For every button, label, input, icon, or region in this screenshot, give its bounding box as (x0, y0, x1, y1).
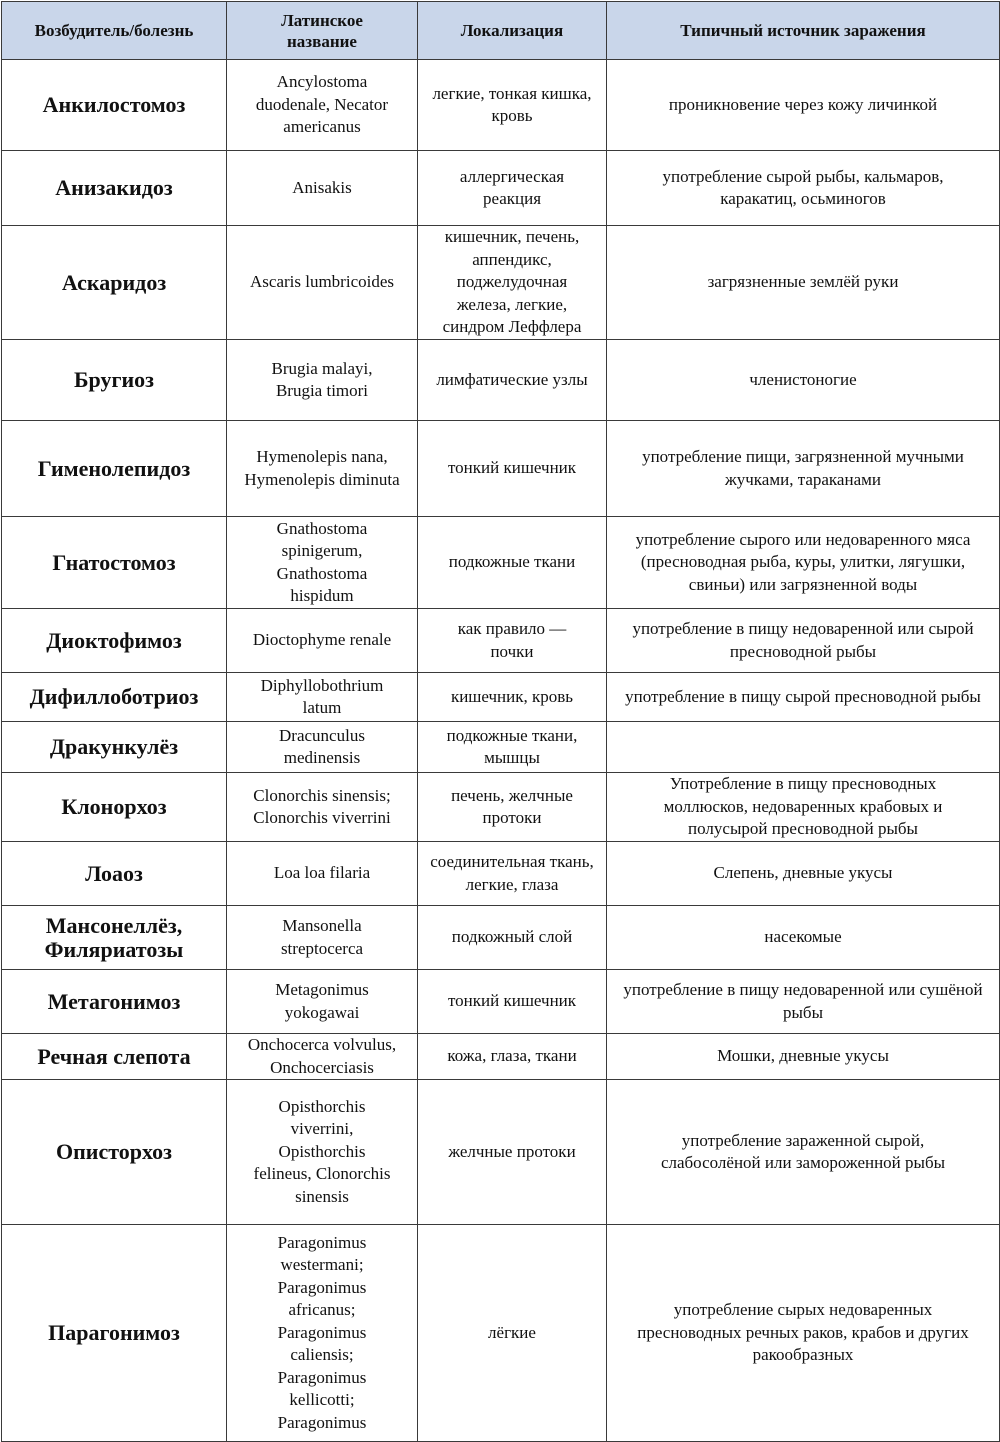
table-row (2, 773, 1000, 842)
header-row (2, 2, 1000, 60)
source-text: употребление сырых недоваренных пресноводных речных раков, крабов и других ракообразных (637, 1300, 969, 1365)
latin-name: Opisthorchis viverrini, Opisthorchis felineus, Clonorchis sinensis (253, 1096, 391, 1206)
header-localization: Локализация (418, 2, 607, 60)
location-text: соединительная ткань, легкие, глаза (430, 852, 594, 894)
disease-name: Метагонимоз (47, 988, 181, 1014)
source-cell (607, 1080, 1000, 1225)
location-cell (418, 226, 607, 340)
latin-name: Hymenolepis nana, Hymenolepis diminuta (244, 447, 400, 489)
source-text: Мошки, дневные укусы (717, 1046, 889, 1066)
location-cell (418, 722, 607, 773)
location-text: аллергическая реакция (459, 166, 565, 208)
table-row (2, 906, 1000, 970)
latin-cell (227, 609, 418, 673)
disease-cell (2, 773, 227, 842)
source-cell (607, 609, 1000, 673)
location-cell (418, 773, 607, 842)
source-cell (607, 226, 1000, 340)
source-cell (607, 673, 1000, 722)
source-text: употребление зараженной сырой, слабосолёной или замороженной рыбы (660, 1130, 946, 1172)
disease-cell (2, 722, 227, 773)
latin-name: Loa loa filaria (273, 863, 371, 883)
location-text: как правило — почки (457, 619, 567, 661)
table-row (2, 517, 1000, 609)
table-row (2, 609, 1000, 673)
source-cell (607, 906, 1000, 970)
location-cell (418, 1080, 607, 1225)
latin-cell (227, 773, 418, 842)
location-text: подкожные ткани (448, 552, 576, 572)
source-text: употребление в пищу недоваренной или сырой пресноводной рыбы (632, 619, 974, 661)
disease-cell (2, 517, 227, 609)
latin-cell (227, 151, 418, 226)
table-row (2, 60, 1000, 151)
table-row (2, 673, 1000, 722)
latin-cell (227, 722, 418, 773)
table-row (2, 151, 1000, 226)
location-text: тонкий кишечник (447, 991, 577, 1011)
disease-name: Дифиллоботриоз (29, 684, 199, 709)
latin-name: Ancylostoma duodenale, Necator americanus (255, 72, 389, 137)
disease-cell (2, 842, 227, 906)
source-text: употребление сырого или недоваренного мяса (пресноводная рыба, куры, улитки, лягушки, свиньи) или загрязненной воды (635, 529, 971, 594)
source-cell (607, 151, 1000, 226)
disease-name: Анкилостомоз (42, 92, 186, 117)
latin-cell (227, 517, 418, 609)
disease-cell (2, 1225, 227, 1442)
disease-name: Аскаридоз (61, 269, 167, 295)
table-row (2, 1080, 1000, 1225)
latin-cell (227, 60, 418, 151)
disease-name: Анизакидоз (55, 175, 173, 200)
disease-cell (2, 906, 227, 970)
latin-cell (227, 1034, 418, 1080)
source-text: употребление пищи, загрязненной мучными жучками, тараканами (642, 447, 964, 489)
source-text: проникновение через кожу личинкой (668, 94, 938, 114)
latin-cell (227, 673, 418, 722)
source-text: употребление сырой рыбы, кальмаров, каракатиц, осьминогов (662, 166, 944, 208)
location-cell (418, 340, 607, 421)
disease-name: Диоктофимоз (46, 627, 182, 653)
disease-cell (2, 673, 227, 722)
table-row (2, 421, 1000, 517)
location-text: подкожный слой (451, 927, 573, 947)
disease-name: Мансонеллёз, Филяриатозы (44, 912, 184, 962)
latin-name: Diphyllobothrium latum (260, 675, 384, 717)
source-cell (607, 421, 1000, 517)
table-row (2, 226, 1000, 340)
source-text: насекомые (764, 927, 842, 947)
source-text: загрязненные землёй руки (707, 272, 899, 292)
latin-name: Brugia malayi, Brugia timori (271, 358, 373, 400)
source-text: употребление в пищу недоваренной или сушёной рыбы (623, 980, 983, 1022)
source-text: членистоногие (749, 369, 857, 389)
location-cell (418, 151, 607, 226)
table-row (2, 1034, 1000, 1080)
header-latin-name (227, 2, 418, 60)
disease-cell (2, 1080, 227, 1225)
latin-name: Dracunculus medinensis (279, 725, 365, 767)
source-cell (607, 1225, 1000, 1442)
table-row (2, 970, 1000, 1034)
disease-name: Парагонимоз (48, 1320, 180, 1345)
header-latin-text: Латинское название (281, 10, 363, 51)
latin-name: Clonorchis sinensis; Clonorchis viverrini (253, 785, 391, 827)
disease-cell (2, 151, 227, 226)
location-cell (418, 421, 607, 517)
source-cell (607, 722, 1000, 773)
source-cell (607, 1034, 1000, 1080)
latin-cell (227, 340, 418, 421)
location-text: лёгкие (488, 1322, 536, 1342)
disease-name: Гнатостомоз (52, 549, 176, 575)
disease-cell (2, 421, 227, 517)
parasites-table (1, 1, 1000, 1442)
source-cell (607, 970, 1000, 1034)
latin-cell (227, 226, 418, 340)
disease-cell (2, 970, 227, 1034)
source-text: Слепень, дневные укусы (713, 863, 893, 883)
source-cell (607, 842, 1000, 906)
table-row (2, 340, 1000, 421)
disease-cell (2, 1034, 227, 1080)
latin-name: Paragonimus westermani; Paragonimus africanus; Paragonimus caliensis; Paragonimus kellicotti; Paragonimus (277, 1232, 367, 1432)
location-text: печень, желчные протоки (451, 785, 573, 827)
disease-cell (2, 609, 227, 673)
location-text: подкожные ткани, мышцы (446, 725, 578, 767)
location-text: желчные протоки (448, 1141, 576, 1161)
latin-cell (227, 1080, 418, 1225)
latin-name: Dioctophyme renale (252, 630, 392, 650)
location-text: кишечник, кровь (450, 686, 574, 706)
table-row (2, 722, 1000, 773)
source-cell (607, 517, 1000, 609)
location-cell (418, 517, 607, 609)
disease-name: Лоаоз (85, 860, 143, 886)
location-text: легкие, тонкая кишка, кровь (432, 83, 592, 125)
table-row (2, 1225, 1000, 1442)
disease-name: Бругиоз (74, 367, 154, 392)
latin-cell (227, 421, 418, 517)
source-cell (607, 60, 1000, 151)
header-infection-source: Типичный источник заражения (607, 2, 1000, 60)
location-cell (418, 60, 607, 151)
location-text: тонкий кишечник (447, 458, 577, 478)
latin-name: Anisakis (292, 177, 352, 197)
disease-cell (2, 340, 227, 421)
latin-cell (227, 970, 418, 1034)
disease-name: Дракункулёз (49, 734, 179, 759)
latin-cell (227, 842, 418, 906)
source-cell (607, 773, 1000, 842)
source-text: Употребление в пищу пресноводных моллюсков, недоваренных крабовых и полусырой пресноводной рыбы (663, 774, 943, 839)
latin-name: Ascaris lumbricoides (250, 272, 394, 292)
location-text: лимфатические узлы (436, 369, 588, 389)
disease-cell (2, 226, 227, 340)
source-text: употребление в пищу сырой пресноводной рыбы (625, 686, 981, 706)
location-text: кожа, глаза, ткани (447, 1046, 577, 1066)
latin-name: Gnathostoma spinigerum, Gnathostoma hispidum (276, 518, 368, 605)
location-cell (418, 673, 607, 722)
location-cell (418, 970, 607, 1034)
header-disease: Возбудитель/болезнь (2, 2, 227, 60)
table-row (2, 842, 1000, 906)
location-cell (418, 906, 607, 970)
disease-name: Описторхоз (56, 1139, 172, 1164)
disease-cell (2, 60, 227, 151)
latin-name: Mansonella streptocerca (280, 916, 364, 958)
location-cell (418, 842, 607, 906)
location-cell (418, 609, 607, 673)
disease-name: Клонорхоз (61, 794, 167, 819)
latin-name: Onchocerca volvulus, Onchocerciasis (247, 1035, 397, 1077)
source-cell (607, 340, 1000, 421)
latin-cell (227, 906, 418, 970)
disease-name: Речная слепота (37, 1043, 191, 1069)
location-cell (418, 1034, 607, 1080)
disease-name: Гименолепидоз (37, 455, 191, 481)
latin-name: Metagonimus yokogawai (275, 980, 369, 1022)
latin-cell (227, 1225, 418, 1442)
location-cell (418, 1225, 607, 1442)
location-text: кишечник, печень, аппендикс, поджелудочная железа, легкие, синдром Леффлера (442, 227, 582, 337)
